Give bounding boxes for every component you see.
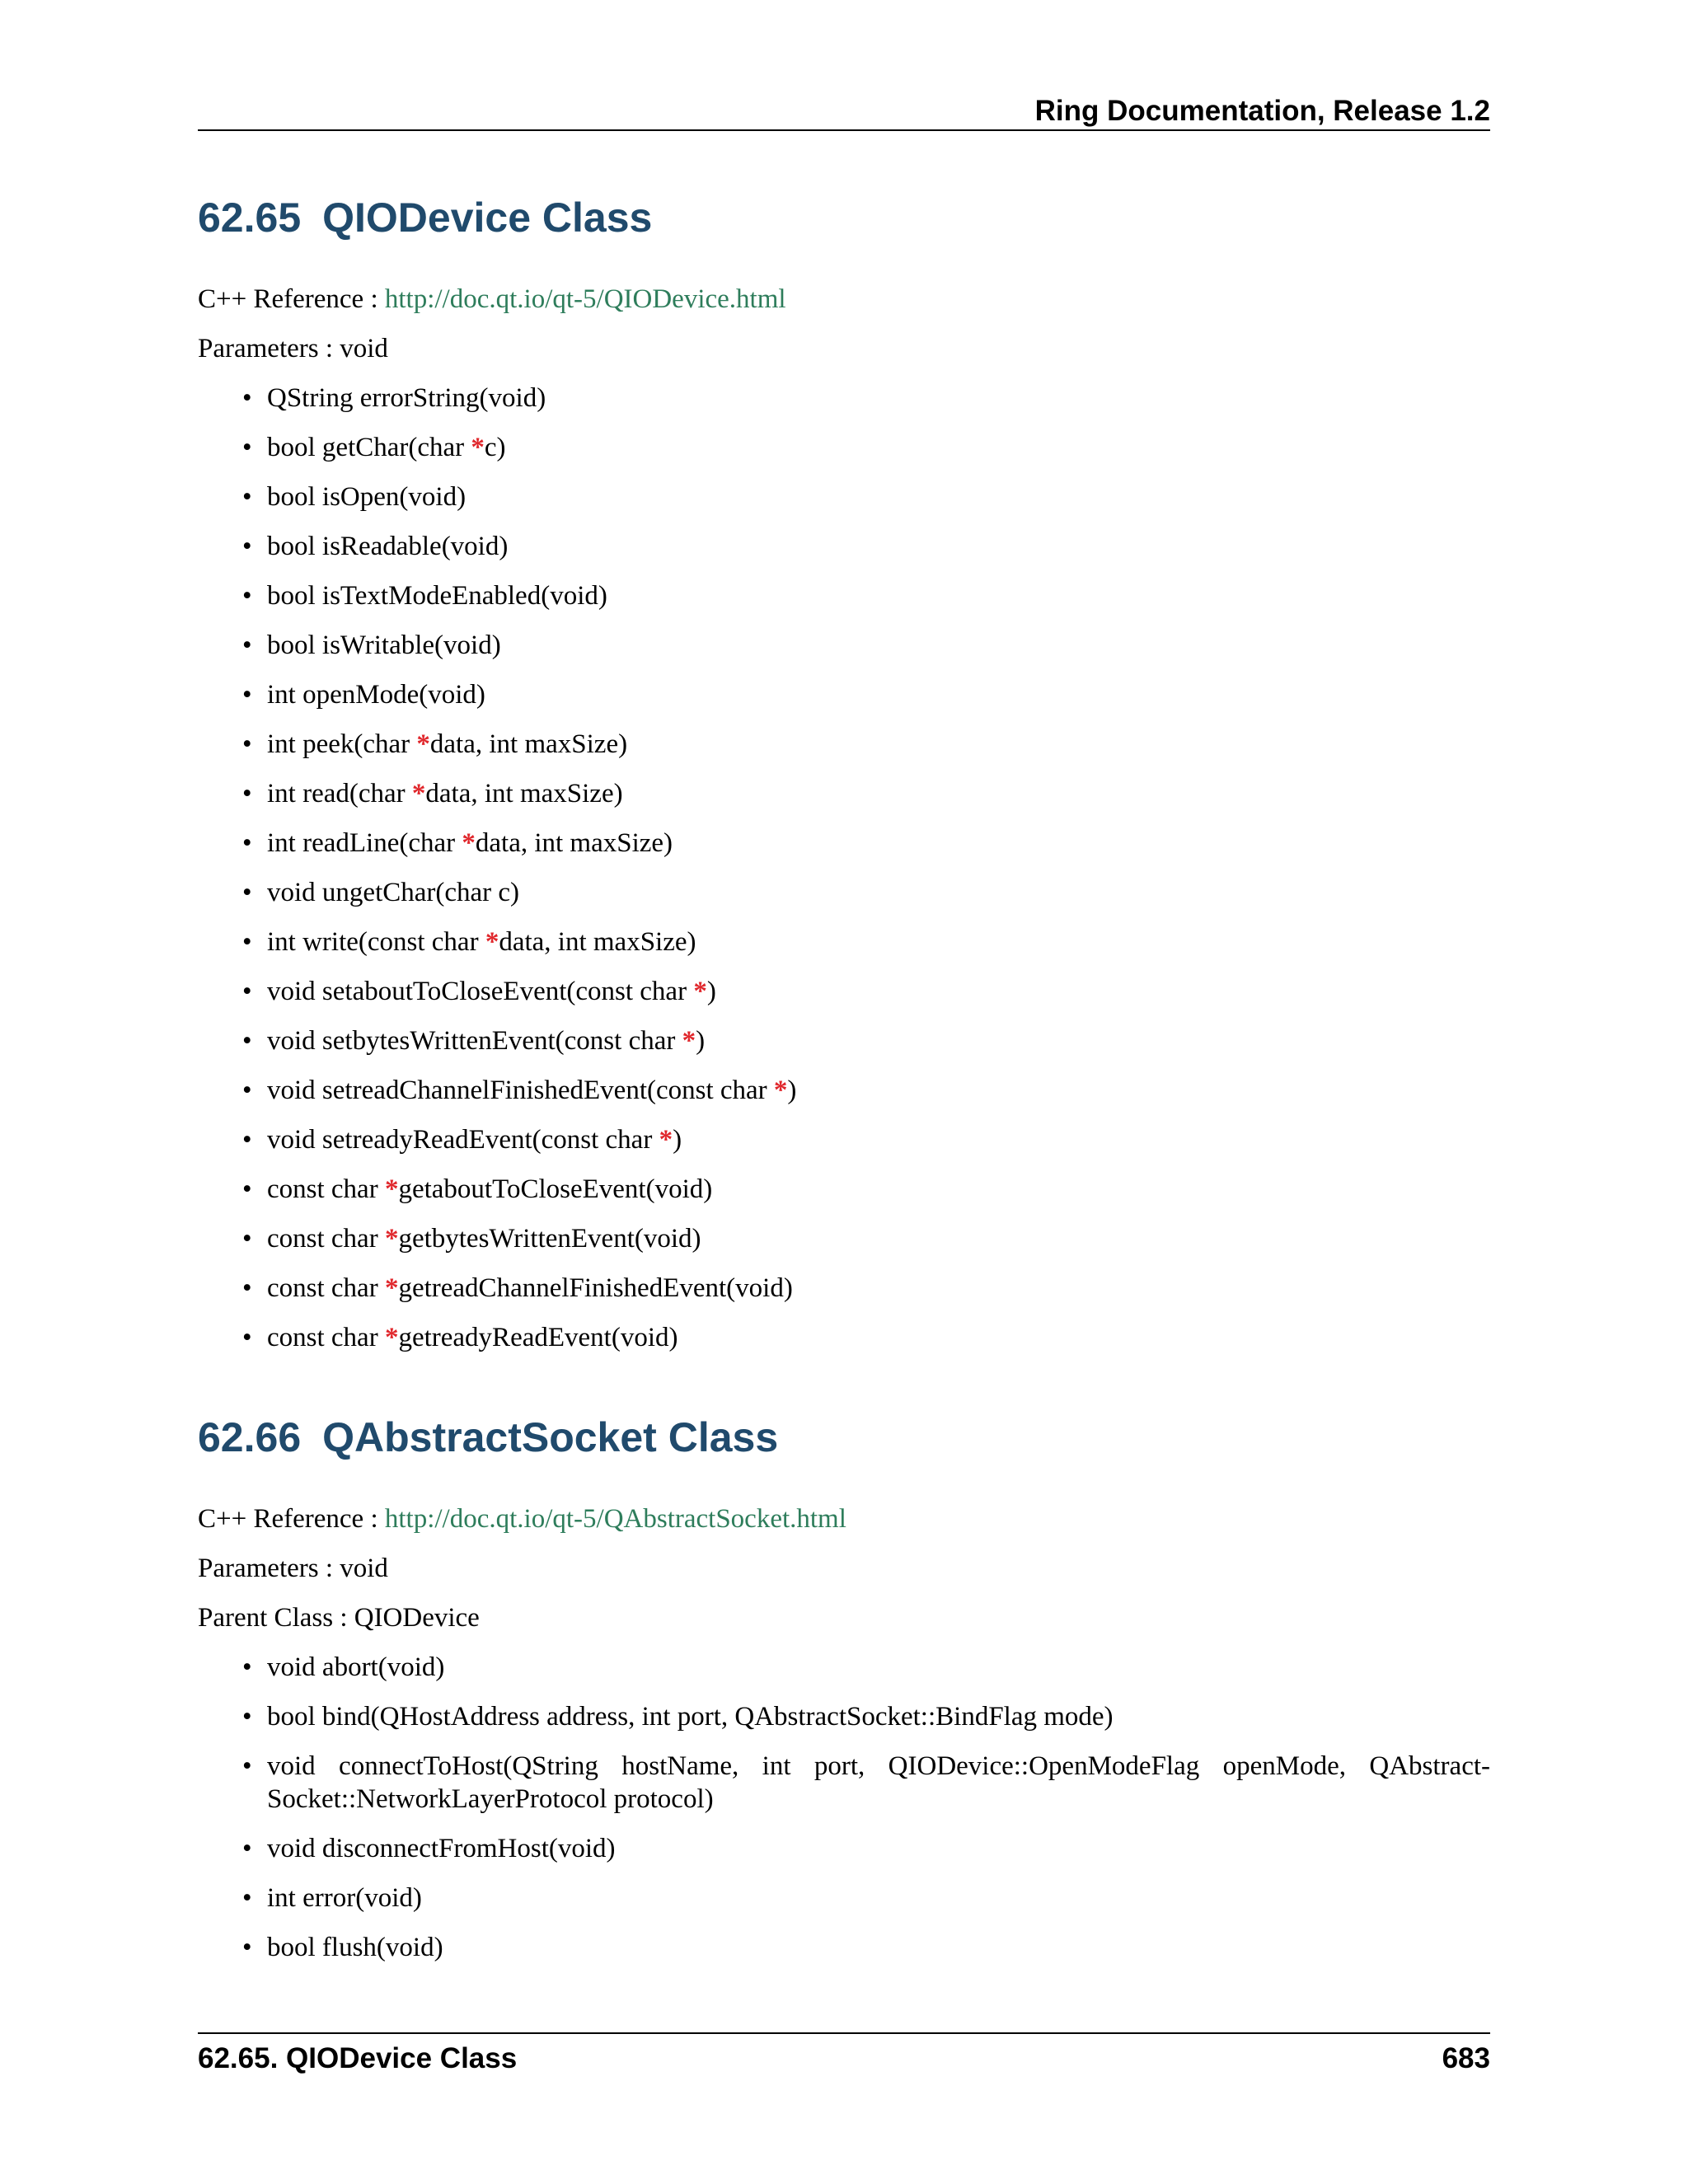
method-signature: bool getChar(char — [267, 433, 471, 462]
method-signature-rest: getbytesWrittenEvent(void) — [398, 1224, 701, 1254]
method-signature: bool isOpen(void) — [267, 482, 467, 512]
pointer-asterisk: * — [693, 977, 707, 1006]
method-item — [242, 431, 1490, 464]
method-signature: bool isWritable(void) — [267, 630, 501, 660]
method-item — [242, 777, 1490, 810]
method-item — [242, 530, 1490, 563]
method-signature: int write(const char — [267, 927, 485, 957]
pointer-asterisk: * — [773, 1076, 788, 1105]
bullet-icon: • — [242, 1174, 252, 1204]
method-signature-rest: ) — [696, 1026, 706, 1056]
section-number: 62.66 — [198, 1414, 302, 1460]
method-item — [242, 728, 1490, 761]
pointer-asterisk: * — [659, 1125, 673, 1155]
bullet-icon: • — [242, 1026, 252, 1056]
reference-label: C++ Reference : — [198, 284, 385, 314]
method-item — [242, 1272, 1490, 1305]
bullet-icon: • — [242, 383, 252, 413]
bullet-icon: • — [242, 630, 252, 660]
method-signature: int openMode(void) — [267, 680, 485, 710]
cpp-reference — [198, 274, 1490, 324]
method-signature: bool flush(void) — [267, 1933, 443, 1962]
method-list — [198, 1651, 1490, 1964]
method-signature-rest: c) — [484, 433, 506, 462]
method-item — [242, 1700, 1490, 1733]
method-item — [242, 1931, 1490, 1964]
pointer-asterisk: * — [682, 1026, 696, 1056]
bullet-icon: • — [242, 532, 252, 561]
method-item — [242, 1173, 1490, 1206]
method-signature: int readLine(char — [267, 828, 462, 858]
bullet-icon: • — [242, 1751, 252, 1781]
method-signature: void ungetChar(char c) — [267, 878, 520, 907]
method-item — [242, 1832, 1490, 1865]
method-signature: int error(void) — [267, 1883, 422, 1913]
method-signature: bool isReadable(void) — [267, 532, 509, 561]
bullet-icon: • — [242, 927, 252, 957]
bullet-icon: • — [242, 1933, 252, 1962]
method-item — [242, 1123, 1490, 1156]
pointer-asterisk: * — [411, 779, 426, 808]
bullet-icon: • — [242, 1883, 252, 1913]
footer-section-title: 62.65. QIODevice Class — [198, 2042, 518, 2074]
bullet-icon: • — [242, 878, 252, 907]
method-signature: void setbytesWrittenEvent(const char — [267, 1026, 682, 1056]
method-item — [242, 1882, 1490, 1915]
bullet-icon: • — [242, 729, 252, 759]
method-item — [242, 926, 1490, 958]
pointer-asterisk: * — [384, 1174, 399, 1204]
method-signature-rest: data, int maxSize) — [425, 779, 623, 808]
section-qabstractsocket — [198, 1411, 1490, 1980]
method-item — [242, 827, 1490, 860]
bullet-icon: • — [242, 779, 252, 808]
pointer-asterisk: * — [416, 729, 430, 759]
bullet-icon: • — [242, 828, 252, 858]
method-item — [242, 1074, 1490, 1107]
method-signature-rest: data, int maxSize) — [429, 729, 628, 759]
pointer-asterisk: * — [384, 1323, 399, 1352]
method-signature-rest: data, int maxSize) — [499, 927, 696, 957]
pointer-asterisk: * — [485, 927, 499, 957]
bullet-icon: • — [242, 1125, 252, 1155]
method-signature-rest: ) — [706, 977, 716, 1006]
method-item — [242, 876, 1490, 909]
method-signature: void setreadChannelFinishedEvent(const char — [267, 1076, 774, 1105]
pointer-asterisk: * — [462, 828, 476, 858]
method-item — [242, 1222, 1490, 1255]
method-signature: int read(char — [267, 779, 412, 808]
method-item — [242, 1024, 1490, 1057]
section-heading — [198, 191, 1490, 244]
method-signature: QString errorString(void) — [267, 383, 546, 413]
method-signature-rest: ) — [673, 1125, 682, 1155]
method-item — [242, 678, 1490, 711]
method-signature: bool bind(QHostAddress address, int port, QAbstractSocket::BindFlag mode) — [267, 1702, 1114, 1732]
cpp-reference — [198, 1494, 1490, 1544]
section-number: 62.65 — [198, 194, 302, 241]
method-signature: void connectToHost(QString hostName, int port, QIODevice::OpenModeFlag openMode, QAbstract-Socket::NetworkLayerProtocol protocol) — [267, 1751, 1490, 1814]
bullet-icon: • — [242, 1273, 252, 1303]
header-divider — [198, 129, 1490, 131]
section-title-text: QAbstractSocket Class — [322, 1414, 779, 1460]
pointer-asterisk: * — [384, 1273, 399, 1303]
method-signature-rest: ) — [787, 1076, 797, 1105]
method-signature: int peek(char — [267, 729, 417, 759]
bullet-icon: • — [242, 1076, 252, 1105]
bullet-icon: • — [242, 977, 252, 1006]
method-signature-rest: getreadyReadEvent(void) — [398, 1323, 678, 1352]
method-item — [242, 1321, 1490, 1354]
method-item — [242, 629, 1490, 662]
method-signature: const char — [267, 1273, 385, 1303]
pointer-asterisk: * — [471, 433, 485, 462]
footer-divider — [198, 2032, 1490, 2034]
method-item — [242, 975, 1490, 1008]
method-signature: const char — [267, 1224, 385, 1254]
method-signature: const char — [267, 1323, 385, 1352]
bullet-icon: • — [242, 1224, 252, 1254]
reference-link[interactable]: http://doc.qt.io/qt-5/QIODevice.html — [384, 284, 786, 314]
reference-label: C++ Reference : — [198, 1504, 385, 1534]
bullet-icon: • — [242, 680, 252, 710]
section-qiodevice — [198, 191, 1490, 1371]
method-item — [242, 1651, 1490, 1684]
method-signature: const char — [267, 1174, 385, 1204]
method-item — [242, 1750, 1490, 1816]
page-number: 683 — [1442, 2042, 1490, 2074]
bullet-icon: • — [242, 581, 252, 611]
reference-link[interactable]: http://doc.qt.io/qt-5/QAbstractSocket.html — [384, 1504, 846, 1534]
method-signature: void setreadyReadEvent(const char — [267, 1125, 659, 1155]
method-item — [242, 382, 1490, 415]
method-signature: void abort(void) — [267, 1652, 445, 1682]
method-signature: bool isTextModeEnabled(void) — [267, 581, 607, 611]
bullet-icon: • — [242, 1652, 252, 1682]
method-signature-rest: data, int maxSize) — [475, 828, 673, 858]
section-heading — [198, 1411, 1490, 1464]
parameters-line: Parameters : void — [198, 1554, 388, 1583]
method-signature-rest: getreadChannelFinishedEvent(void) — [398, 1273, 793, 1303]
bullet-icon: • — [242, 433, 252, 462]
bullet-icon: • — [242, 1323, 252, 1352]
parent-class-line: Parent Class : QIODevice — [198, 1603, 480, 1633]
bullet-icon: • — [242, 1834, 252, 1863]
section-title-text: QIODevice Class — [322, 194, 653, 241]
method-list — [198, 382, 1490, 1354]
bullet-icon: • — [242, 1702, 252, 1732]
method-signature-rest: getaboutToCloseEvent(void) — [398, 1174, 713, 1204]
method-signature: void disconnectFromHost(void) — [267, 1834, 616, 1863]
parameters-line: Parameters : void — [198, 334, 388, 363]
pointer-asterisk: * — [384, 1224, 399, 1254]
running-header: Ring Documentation, Release 1.2 — [1034, 95, 1490, 127]
method-item — [242, 480, 1490, 513]
method-signature: void setaboutToCloseEvent(const char — [267, 977, 694, 1006]
document-page — [198, 0, 1490, 2184]
bullet-icon: • — [242, 482, 252, 512]
method-item — [242, 579, 1490, 612]
